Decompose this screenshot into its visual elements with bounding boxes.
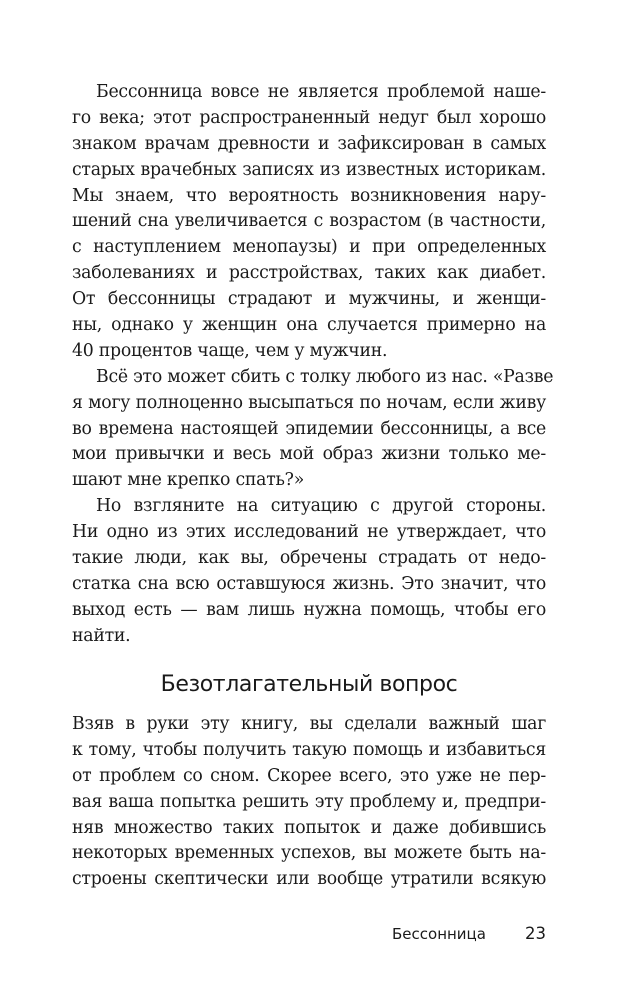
body-text-bottom	[72, 712, 546, 893]
text-line: я могу полноценно высыпаться по ночам, если живу	[72, 392, 546, 413]
text-line: няв множество таких попыток и даже добившись	[72, 817, 546, 838]
text-line: от проблем со сном. Скорее всего, это уже не пер-	[72, 765, 546, 786]
text-line: Ни одно из этих исследований не утверждает, что	[72, 522, 546, 543]
text-line: такие люди, как вы, обречены страдать от недо-	[72, 548, 546, 569]
text-line: найти.	[72, 625, 131, 646]
section-heading: Безотлагательный вопрос	[160, 672, 458, 697]
text-line: некоторых временных успехов, вы можете быть на-	[72, 843, 546, 864]
text-line: ны, однако у женщин она случается примерно на	[72, 315, 546, 336]
text-line: шают мне крепко спать?»	[72, 470, 305, 491]
text-line: Взяв в руки эту книгу, вы сделали важный шаг	[72, 714, 546, 734]
text-line: шений сна увеличивается с возрастом (в частности,	[72, 211, 546, 232]
text-line: Мы знаем, что вероятность возникновения нару-	[72, 185, 546, 206]
text-line: старых врачебных записях из известных историкам.	[72, 159, 546, 180]
text-line: заболеваниях и расстройствах, таких как диабет.	[72, 263, 546, 284]
text-line: вая ваша попытка решить эту проблему и, предпри-	[72, 791, 546, 812]
text-line: мои привычки и весь мой образ жизни только ме-	[72, 444, 546, 465]
text-line: 40 процентов чаще, чем у мужчин.	[72, 340, 388, 361]
text-line: От бессонницы страдают и мужчины, и женщи-	[72, 289, 546, 310]
text-line: Но взгляните на ситуацию с другой стороны.	[96, 496, 546, 517]
text-line: строены скептически или вообще утратили всякую	[72, 869, 546, 890]
text-line: статка сна всю оставшуюся жизнь. Это значит, что	[72, 573, 546, 594]
page-number: 23	[525, 924, 546, 943]
text-line: знаком врачам древности и зафиксирован в самых	[72, 133, 546, 154]
text-line: Всё это может сбить с толку любого из нас. «Разве	[96, 366, 554, 387]
text-line: во времена настоящей эпидемии бессонницы, а все	[72, 418, 546, 439]
text-line: с наступлением менопаузы) и при определенных	[72, 237, 546, 258]
body-text-top	[72, 80, 554, 650]
text-line: выход есть — вам лишь нужна помощь, чтобы его	[72, 599, 546, 620]
running-title: Бессонница	[392, 925, 486, 943]
text-line: к тому, чтобы получить такую помощь и избавиться	[72, 739, 546, 760]
text-line: го века; этот распространенный недуг был хорошо	[72, 107, 546, 128]
text-line: Бессонница вовсе не является проблемой наше-	[96, 82, 546, 102]
